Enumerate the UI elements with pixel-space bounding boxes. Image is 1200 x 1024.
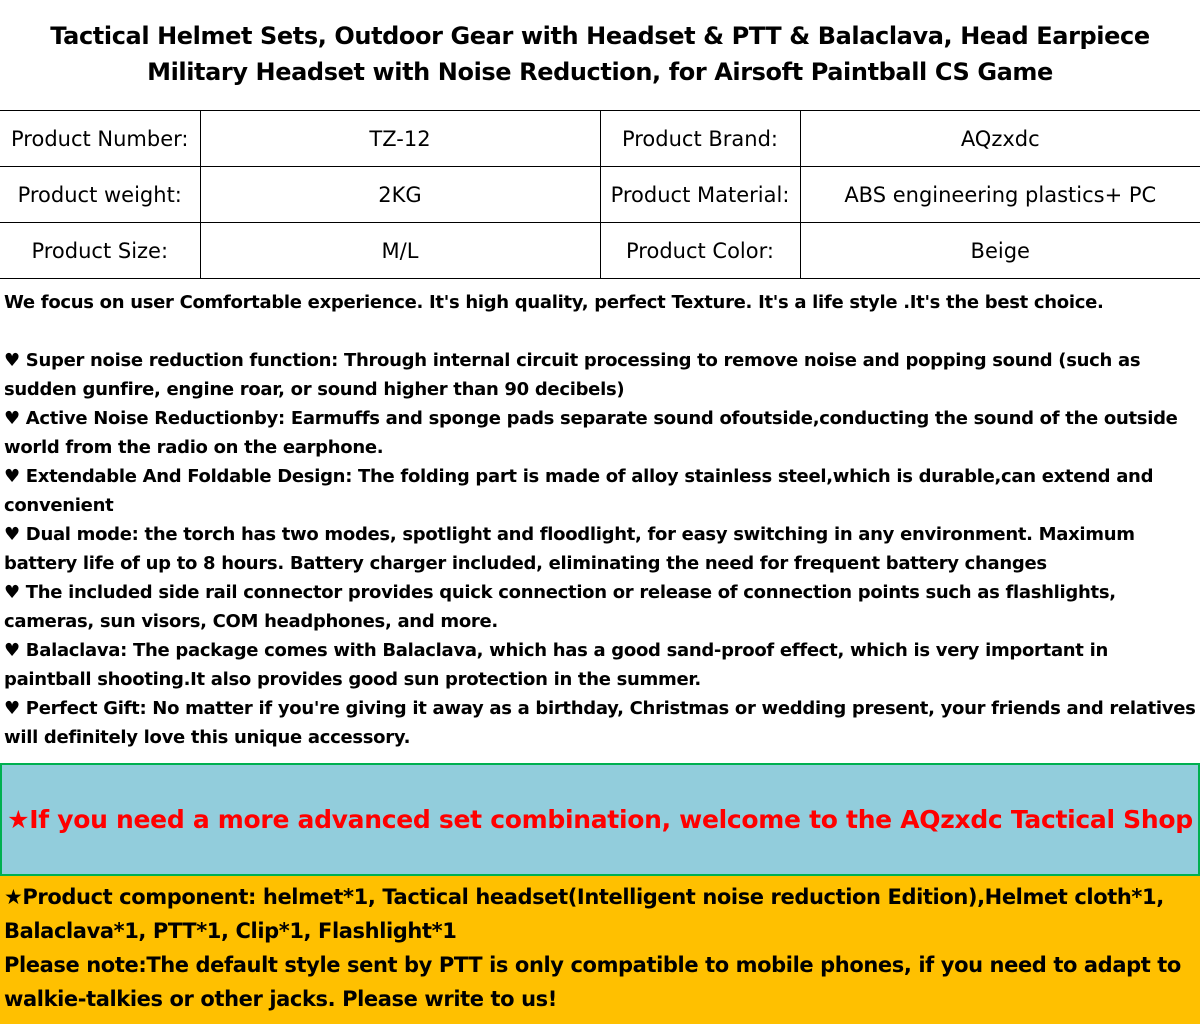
spec-row (0, 167, 1200, 223)
spec-value: AQzxdc (800, 111, 1200, 167)
spec-table (0, 110, 1200, 279)
feature-item: ♥ The included side rail connector provides quick connection or release of connection points such as flashlights, cameras, sun visors, COM headphones, and more. (4, 582, 1116, 632)
spec-label: Product Material: (600, 167, 800, 223)
note-text: Please note:The default style sent by PTT is only compatible to mobile phones, if you need to adapt to walkie-talkies or other jacks. Please write to us! (4, 953, 1181, 1011)
feature-item: ♥ Dual mode: the torch has two modes, spotlight and floodlight, for easy switching in any environment. Maximum battery life of up to 8 hours. Battery charger included, eliminating the need for frequent battery changes (4, 524, 1135, 574)
spec-label: Product Brand: (600, 111, 800, 167)
feature-item: ♥ Balaclava: The package comes with Balaclava, which has a good sand-proof effect, which is very important in paintball shooting.It also provides good sun protection in the summer. (4, 640, 1108, 690)
spec-value: TZ-12 (200, 111, 600, 167)
spec-value: ABS engineering plastics+ PC (800, 167, 1200, 223)
spec-value: Beige (800, 223, 1200, 279)
feature-item: ♥ Active Noise Reductionby: Earmuffs and sponge pads separate sound ofoutside,conducting the sound of the outside world from the radio on the earphone. (4, 408, 1178, 458)
spec-row (0, 223, 1200, 279)
spec-label: Product Size: (0, 223, 200, 279)
spec-row (0, 111, 1200, 167)
components-text: ★Product component: helmet*1, Tactical headset(Intelligent noise reduction Edition),Helmet cloth*1, Balaclava*1, PTT*1, Clip*1, Flashlight*1 (4, 885, 1164, 943)
feature-item: ♥ Perfect Gift: No matter if you're giving it away as a birthday, Christmas or wedding present, your friends and relatives will definitely love this unique accessory. (4, 698, 1196, 748)
page-title: Tactical Helmet Sets, Outdoor Gear with Headset & PTT & Balaclava, Head Earpiece Military Headset with Noise Reduction, for Airsoft Paintball CS Game (50, 22, 1150, 86)
spec-label: Product Number: (0, 111, 200, 167)
shop-banner (0, 763, 1200, 876)
spec-label: Product weight: (0, 167, 200, 223)
spec-value: M/L (200, 223, 600, 279)
components-box (0, 876, 1200, 1024)
description (4, 288, 1198, 752)
spec-label: Product Color: (600, 223, 800, 279)
shop-banner-text: ★If you need a more advanced set combination, welcome to the AQzxdc Tactical Shop (7, 805, 1193, 834)
spec-value: 2KG (200, 167, 600, 223)
feature-item: ♥ Extendable And Foldable Design: The folding part is made of alloy stainless steel,which is durable,can extend and convenient (4, 466, 1154, 516)
feature-item: ♥ Super noise reduction function: Through internal circuit processing to remove noise and popping sound (such as sudden gunfire, engine roar, or sound higher than 90 decibels) (4, 350, 1141, 400)
intro-text: We focus on user Comfortable experience. It's high quality, perfect Texture. It's a life style .It's the best choice. (4, 292, 1104, 313)
